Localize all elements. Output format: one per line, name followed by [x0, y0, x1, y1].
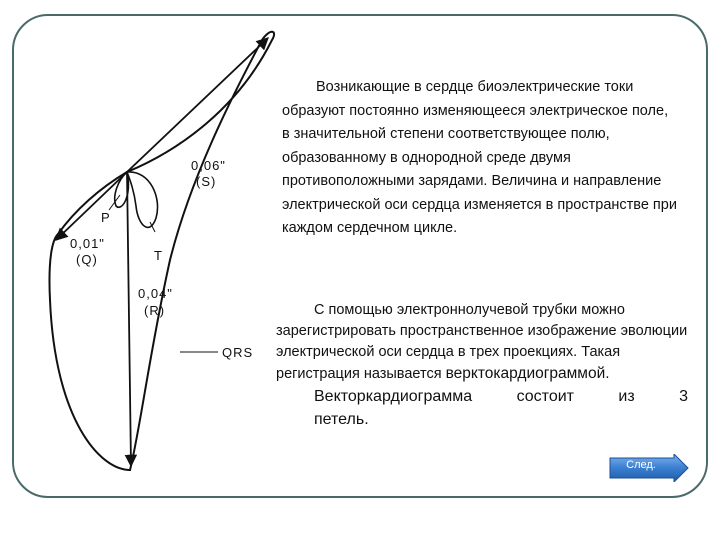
s-letter-label: (S) — [196, 174, 217, 189]
r-vector-arrow — [127, 172, 131, 466]
s-time-label: 0,06" — [191, 158, 226, 173]
next-slide-button[interactable] — [608, 454, 690, 482]
paragraph-heart-currents: Возникающие в сердце биоэлектрические токи образуют постоянно изменяющееся электрическое поле, в значительной степени соответствующее полю, образованному в однородной среде двумя противоположными зарядами. Величина и направление электрической оси сердца изменяется в пространстве при каждом сердечном цикле. — [282, 79, 677, 236]
vectorcardiogram-term: верктокардиограммой. — [445, 365, 610, 382]
p-label: P — [101, 210, 111, 225]
s-vector-arrow — [127, 38, 268, 172]
paragraph-electron-tube — [276, 300, 688, 431]
t-loop — [127, 172, 158, 227]
paragraph-loops-line2: петель. — [314, 411, 369, 428]
qrs-label: QRS — [222, 345, 254, 360]
paragraph-loops-line1: Векторкардиограмма состоит из 3 — [314, 388, 688, 405]
r-time-label: 0,04" — [138, 286, 173, 301]
paragraph-electron-tube-text: С помощью электроннолучевой трубки можно зарегистрировать пространственное изображение эволюции электрической оси сердца в трех проекциях. Такая регистрация называется — [276, 302, 688, 382]
q-letter-label: (Q) — [76, 252, 98, 267]
next-slide-label: След. — [626, 459, 656, 471]
q-time-label: 0,01" — [70, 236, 105, 251]
r-letter-label: (R) — [144, 303, 166, 318]
t-label: T — [154, 248, 163, 263]
